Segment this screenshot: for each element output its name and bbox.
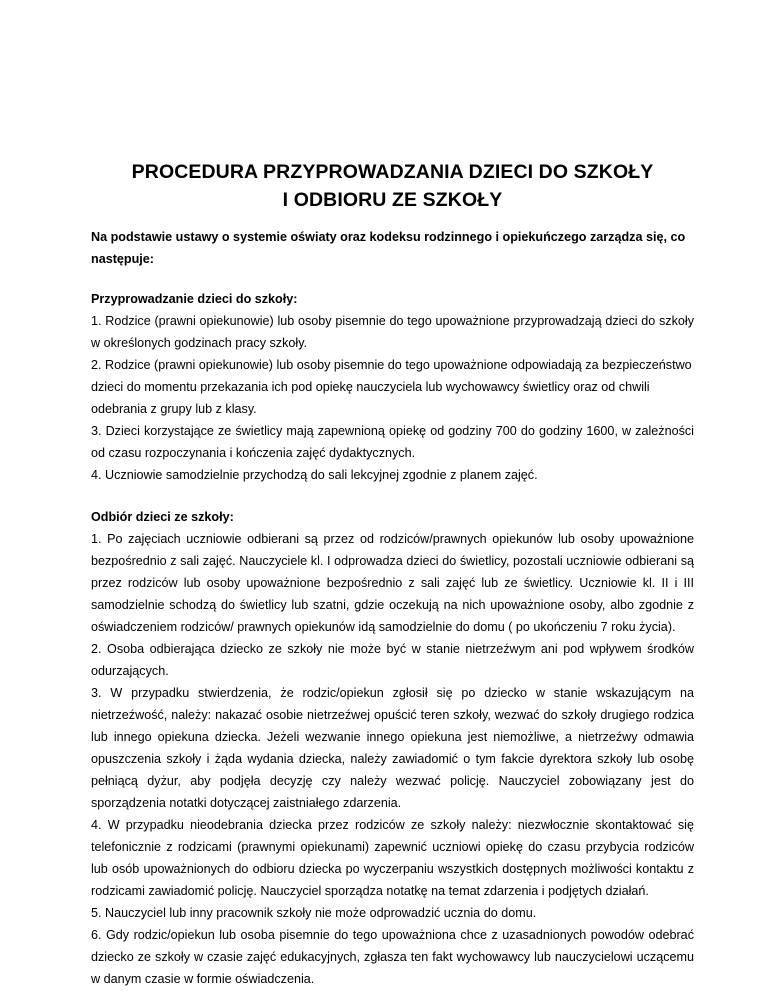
title-line-1: PROCEDURA PRZYPROWADZANIA DZIECI DO SZKOŁY: [131, 161, 654, 183]
list-item: 1. Po zajęciach uczniowie odbierani są przez od rodziców/prawnych opiekunów lub osoby upoważnione bezpośrednio z sali zajęć. Nauczyciele kl. I odprowadza dzieci do świetlicy, pozostali uczniowie odbierani są przez rodziców lub osoby upoważnione bezpośrednio z sali zajęć lub ze świetlicy. Uczniowie kl. II i III samodzielnie schodzą do świetlicy lub szatni, gdzie oczekują na nich upoważnione osoby, albo zgodnie z oświadczeniem rodziców/ prawnych opiekunów idą samodzielnie do domu ( po ukończeniu 7 roku życia).: [91, 532, 694, 634]
section-heading: Odbiór dzieci ze szkoły:: [91, 510, 234, 524]
list-item: 6. Gdy rodzic/opiekun lub osoba pisemnie do tego upoważniona chce z uzasadnionych powodów odebrać dziecko ze szkoły w czasie zajęć edukacyjnych, zgłasza ten fakt wychowawcy lub nauczycielowi uczącemu w danym czasie w formie oświadczenia.: [91, 928, 694, 986]
list-item: 4. Uczniowie samodzielnie przychodzą do sali lekcyjnej zgodnie z planem zajęć.: [91, 468, 538, 482]
title-line-2: I ODBIORU ZE SZKOŁY: [282, 189, 503, 211]
intro-paragraph: Na podstawie ustawy o systemie oświaty oraz kodeksu rodzinnego i opiekuńczego zarządza się, co następuje:: [91, 230, 686, 266]
list-item: 5. Nauczyciel lub inny pracownik szkoły nie może odprowadzić ucznia do domu.: [91, 906, 537, 920]
list-item: 4. W przypadku nieodebrania dziecka przez rodziców ze szkoły należy: niezwłocznie skontaktować się telefonicznie z rodzicami (prawnymi opiekunami) zapewnić uczniowi opiekę do czasu przybycia rodziców lub osób upoważnionych do odbioru dziecka po wyczerpaniu wszystkich dostępnych możliwości kontaktu z rodzicami zawiadomić policję. Nauczyciel sporządza notatkę na temat zdarzenia i podjętych działań.: [91, 818, 694, 898]
list-item: 3. Dzieci korzystające ze świetlicy mają zapewnioną opiekę od godziny 700 do godziny 1600, w zależności od czasu rozpoczynania i kończenia zajęć dydaktycznych.: [91, 424, 694, 460]
section-pick-up: [91, 506, 694, 990]
section-heading: Przyprowadzanie dzieci do szkoły:: [91, 292, 298, 306]
list-item: 1. Rodzice (prawni opiekunowie) lub osoby pisemnie do tego upoważnione przyprowadzają dzieci do szkoły w określonych godzinach pracy szkoły.: [91, 314, 694, 350]
list-item: 3. W przypadku stwierdzenia, że rodzic/opiekun zgłosił się po dziecko w stanie wskazującym na nietrzeźwość, należy: nakazać osobie nietrzeźwej opuścić teren szkoły, wezwać do szkoły drugiego rodzica lub innego opiekuna dziecka. Jeżeli wezwanie innego opiekuna jest niemożliwe, a nietrzeźwy odmawia opuszczenia szkoły i żąda wydania dziecka, należy zawiadomić o tym fakcie dyrektora szkoły lub osobę pełniącą dyżur, aby podjęła decyzję czy należy wezwać policję. Nauczyciel zobowiązany jest do sporządzenia notatki dotyczącej zaistniałego zdarzenia.: [91, 686, 694, 810]
list-item: 2. Rodzice (prawni opiekunowie) lub osoby pisemnie do tego upoważnione odpowiadają za bezpieczeństwo dzieci do momentu przekazania ich pod opiekę nauczyciela lub wychowawcy świetlicy oraz od chwili odebrania z grupy lub z klasy.: [91, 358, 692, 416]
section-drop-off: [91, 288, 694, 486]
list-item: 2. Osoba odbierająca dziecko ze szkoły nie może być w stanie nietrzeźwym ani pod wpływem środków odurzających.: [91, 642, 694, 678]
document-title: [91, 158, 694, 214]
